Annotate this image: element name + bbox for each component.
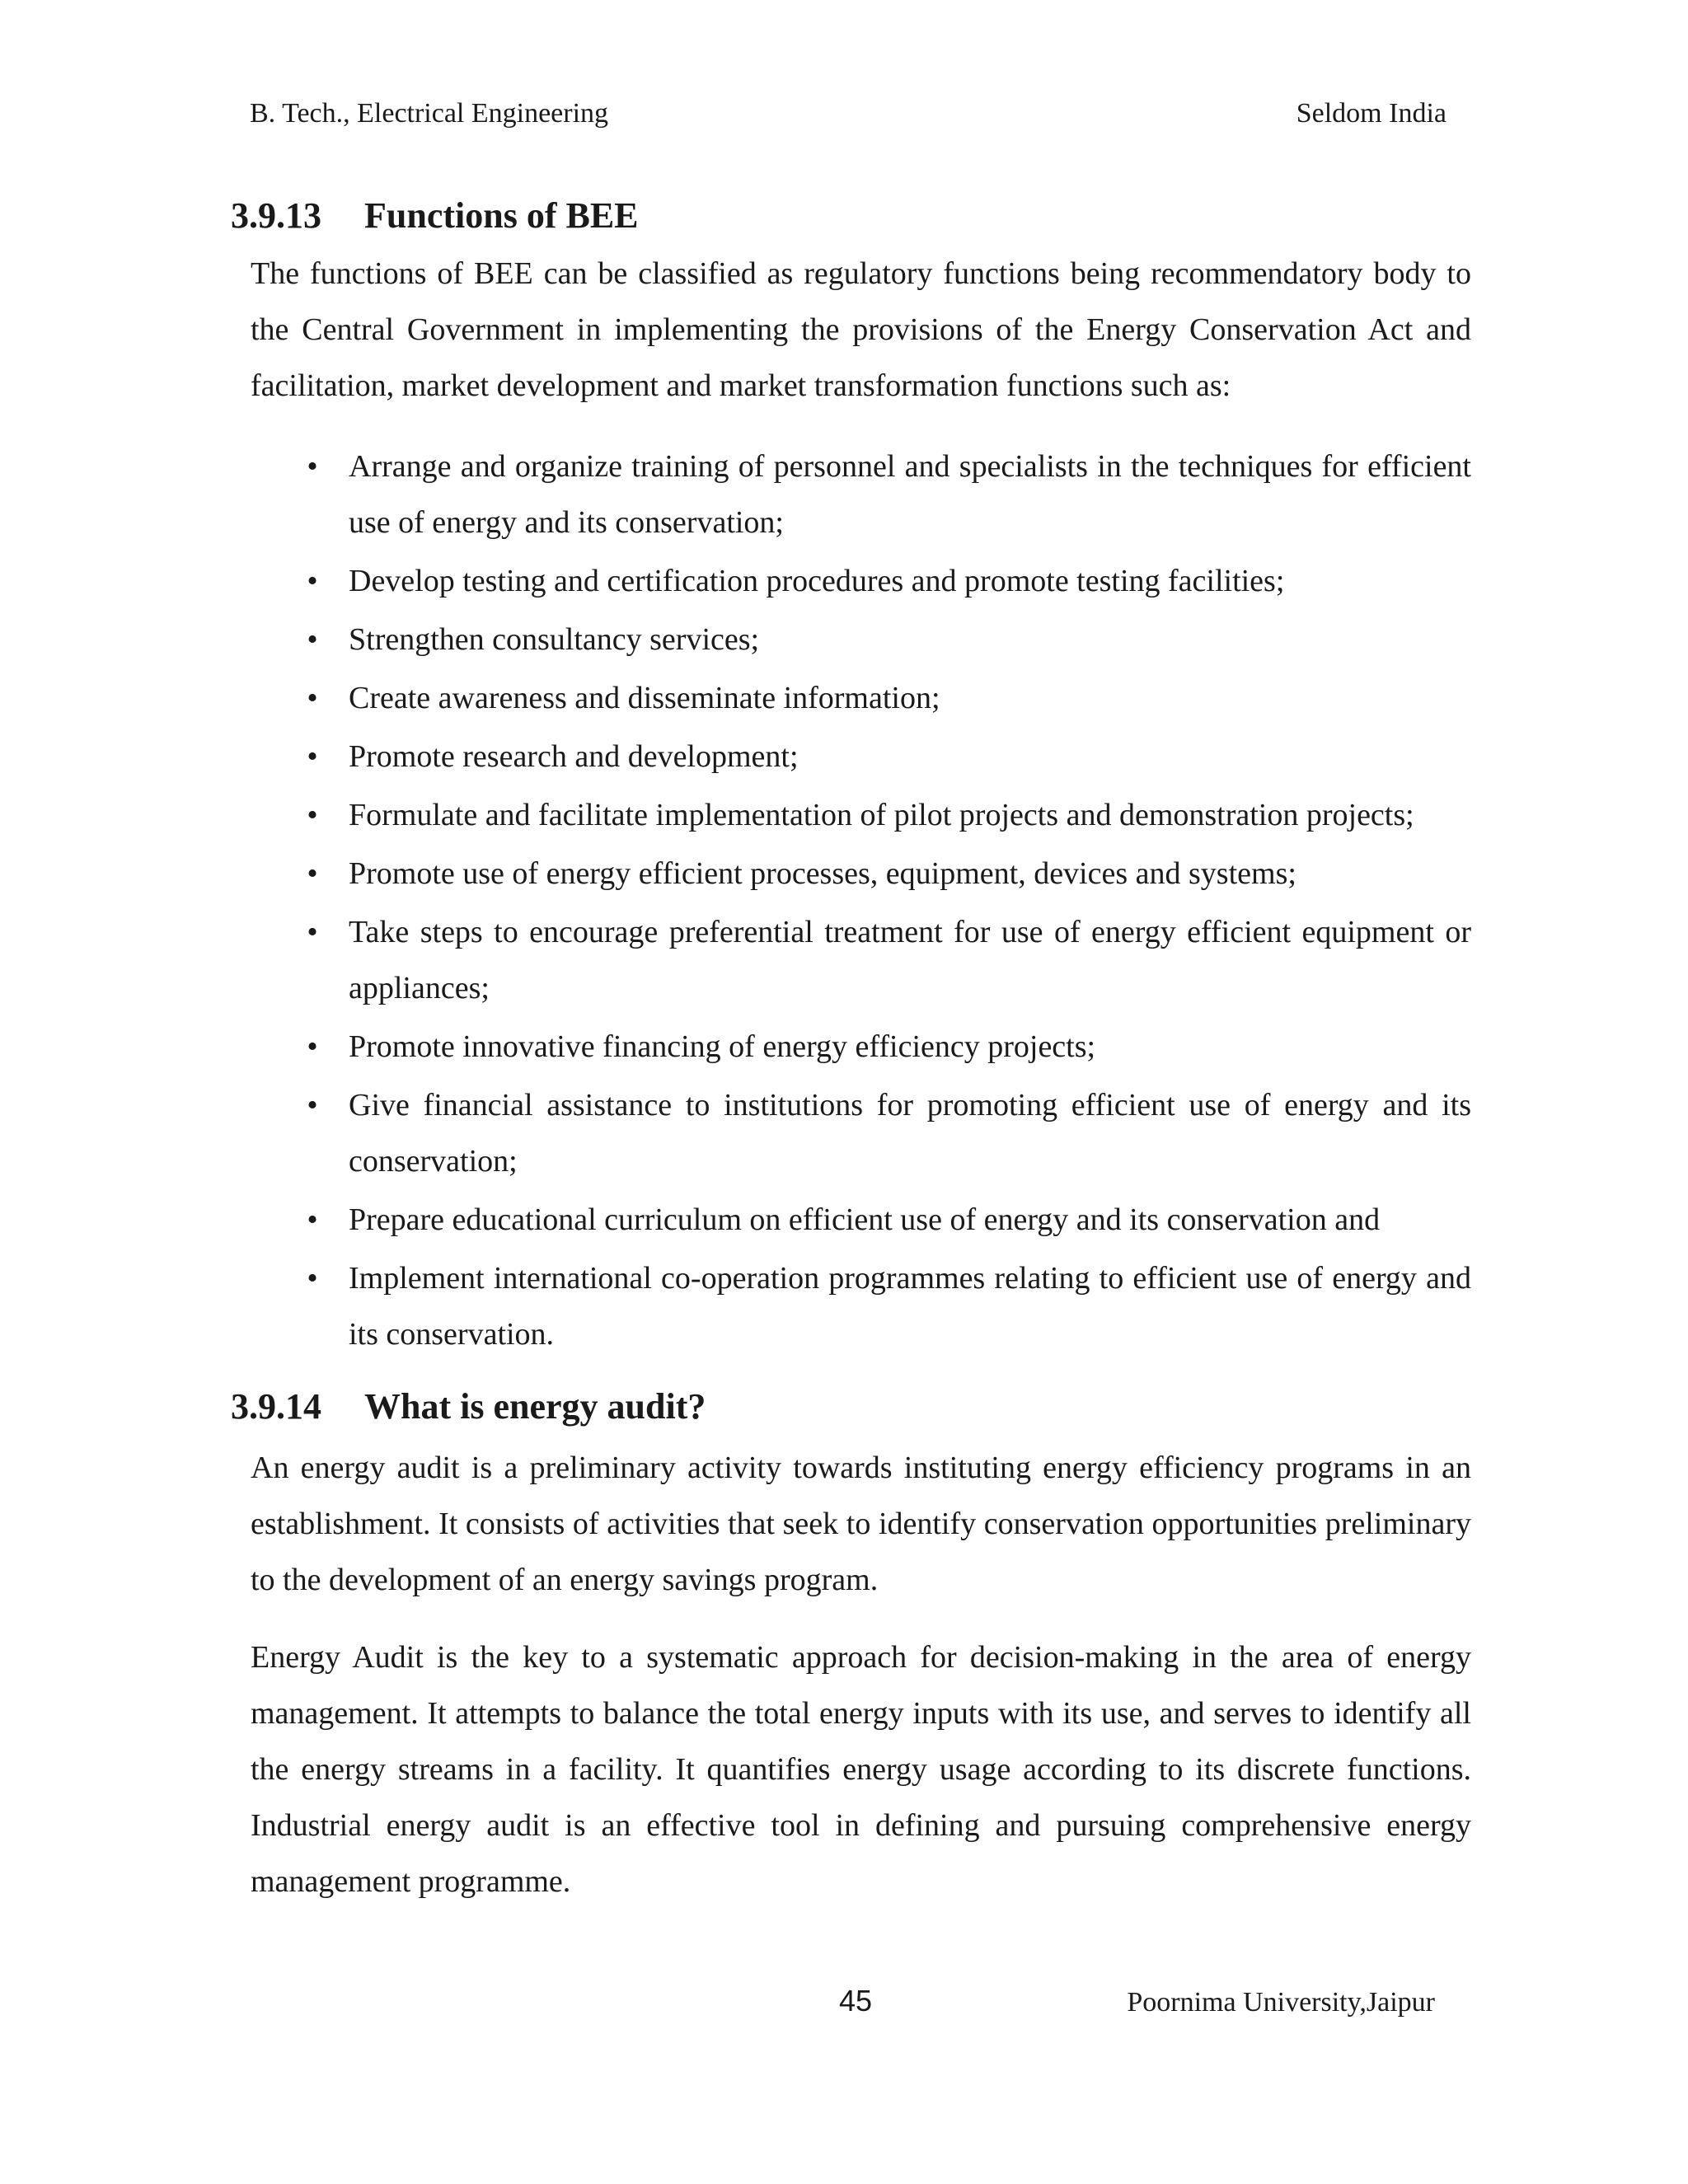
list-item-text: Promote research and development; (349, 739, 799, 774)
list-item-text: Strengthen consultancy services; (349, 622, 760, 657)
bullet-icon: • (307, 1088, 318, 1122)
list-item-text: Take steps to encourage preferential treatment for use of energy efficient equipment or appliances; (349, 915, 1471, 1005)
page-content (231, 193, 1471, 1910)
bullet-icon: • (307, 622, 318, 657)
list-item-text: Develop testing and certification procedures and promote testing facilities; (349, 564, 1285, 598)
list-item-text: Give financial assistance to institutions for promoting efficient use of energy and its conservation; (349, 1088, 1471, 1179)
list-item (307, 846, 1471, 902)
section-title: What is energy audit? (364, 1386, 706, 1427)
body-paragraph: Energy Audit is the key to a systematic approach for decision-making in the area of energy management. It attempts to balance the total energy inputs with its use, and serves to identify all the energy streams in a facility. It quantifies energy usage according to its discrete functions. Industrial energy audit is an effective tool in defining and pursuing comprehensive energy management programme. (251, 1640, 1471, 1899)
bullet-icon: • (307, 449, 318, 484)
bullet-icon: • (307, 856, 318, 891)
list-item-text: Create awareness and disseminate information; (349, 681, 940, 715)
section-heading-functions-of-bee (231, 193, 1471, 239)
list-item (307, 670, 1471, 726)
list-item (307, 1019, 1471, 1075)
section-number: 3.9.13 (231, 195, 321, 236)
body-paragraph: An energy audit is a preliminary activity towards instituting energy efficiency programs in an establishment. It consists of activities that seek to identify conservation opportunities preliminary to the development of an energy savings program. (251, 1451, 1471, 1597)
bullet-icon: • (307, 564, 318, 598)
list-item-text: Implement international co-operation programmes relating to efficient use of energy and its conservation. (349, 1261, 1471, 1352)
section-title: Functions of BEE (364, 195, 639, 236)
list-item-text: Arrange and organize training of personnel and specialists in the techniques for efficient use of energy and its conservation; (349, 449, 1471, 540)
section-intro-paragraph: The functions of BEE can be classified as regulatory functions being recommendatory body to the Central Government in implementing the provisions of the Energy Conservation Act and facilitation, market development and market transformation functions such as: (251, 256, 1471, 403)
bullet-icon: • (307, 739, 318, 774)
list-item-text: Prepare educational curriculum on efficient use of energy and its conservation and (349, 1202, 1381, 1237)
list-item (307, 612, 1471, 668)
bullet-icon: • (307, 915, 318, 949)
section-heading-energy-audit (231, 1384, 1471, 1430)
list-item (307, 904, 1471, 1016)
running-header-left: B. Tech., Electrical Engineering (250, 98, 609, 129)
bullet-icon: • (307, 1029, 318, 1064)
list-item (307, 1192, 1471, 1248)
list-item-text: Promote use of energy efficient processes, equipment, devices and systems; (349, 856, 1296, 891)
list-item (307, 438, 1471, 551)
bullet-icon: • (307, 1261, 318, 1296)
list-item-text: Promote innovative financing of energy efficiency projects; (349, 1029, 1096, 1064)
bullet-icon: • (307, 681, 318, 715)
list-item (307, 1250, 1471, 1362)
list-item (307, 553, 1471, 609)
list-item-text: Formulate and facilitate implementation of pilot projects and demonstration projects; (349, 798, 1414, 832)
footer-institution: Poornima University,Jaipur (1127, 1987, 1435, 2018)
section-number: 3.9.14 (231, 1386, 321, 1427)
list-item (307, 787, 1471, 843)
page-number: 45 (839, 1984, 873, 2018)
bullet-icon: • (307, 1202, 318, 1237)
bee-functions-list (231, 438, 1471, 1362)
bullet-icon: • (307, 798, 318, 832)
list-item (307, 1077, 1471, 1189)
list-item (307, 729, 1471, 785)
running-header-right: Seldom India (1296, 98, 1447, 129)
